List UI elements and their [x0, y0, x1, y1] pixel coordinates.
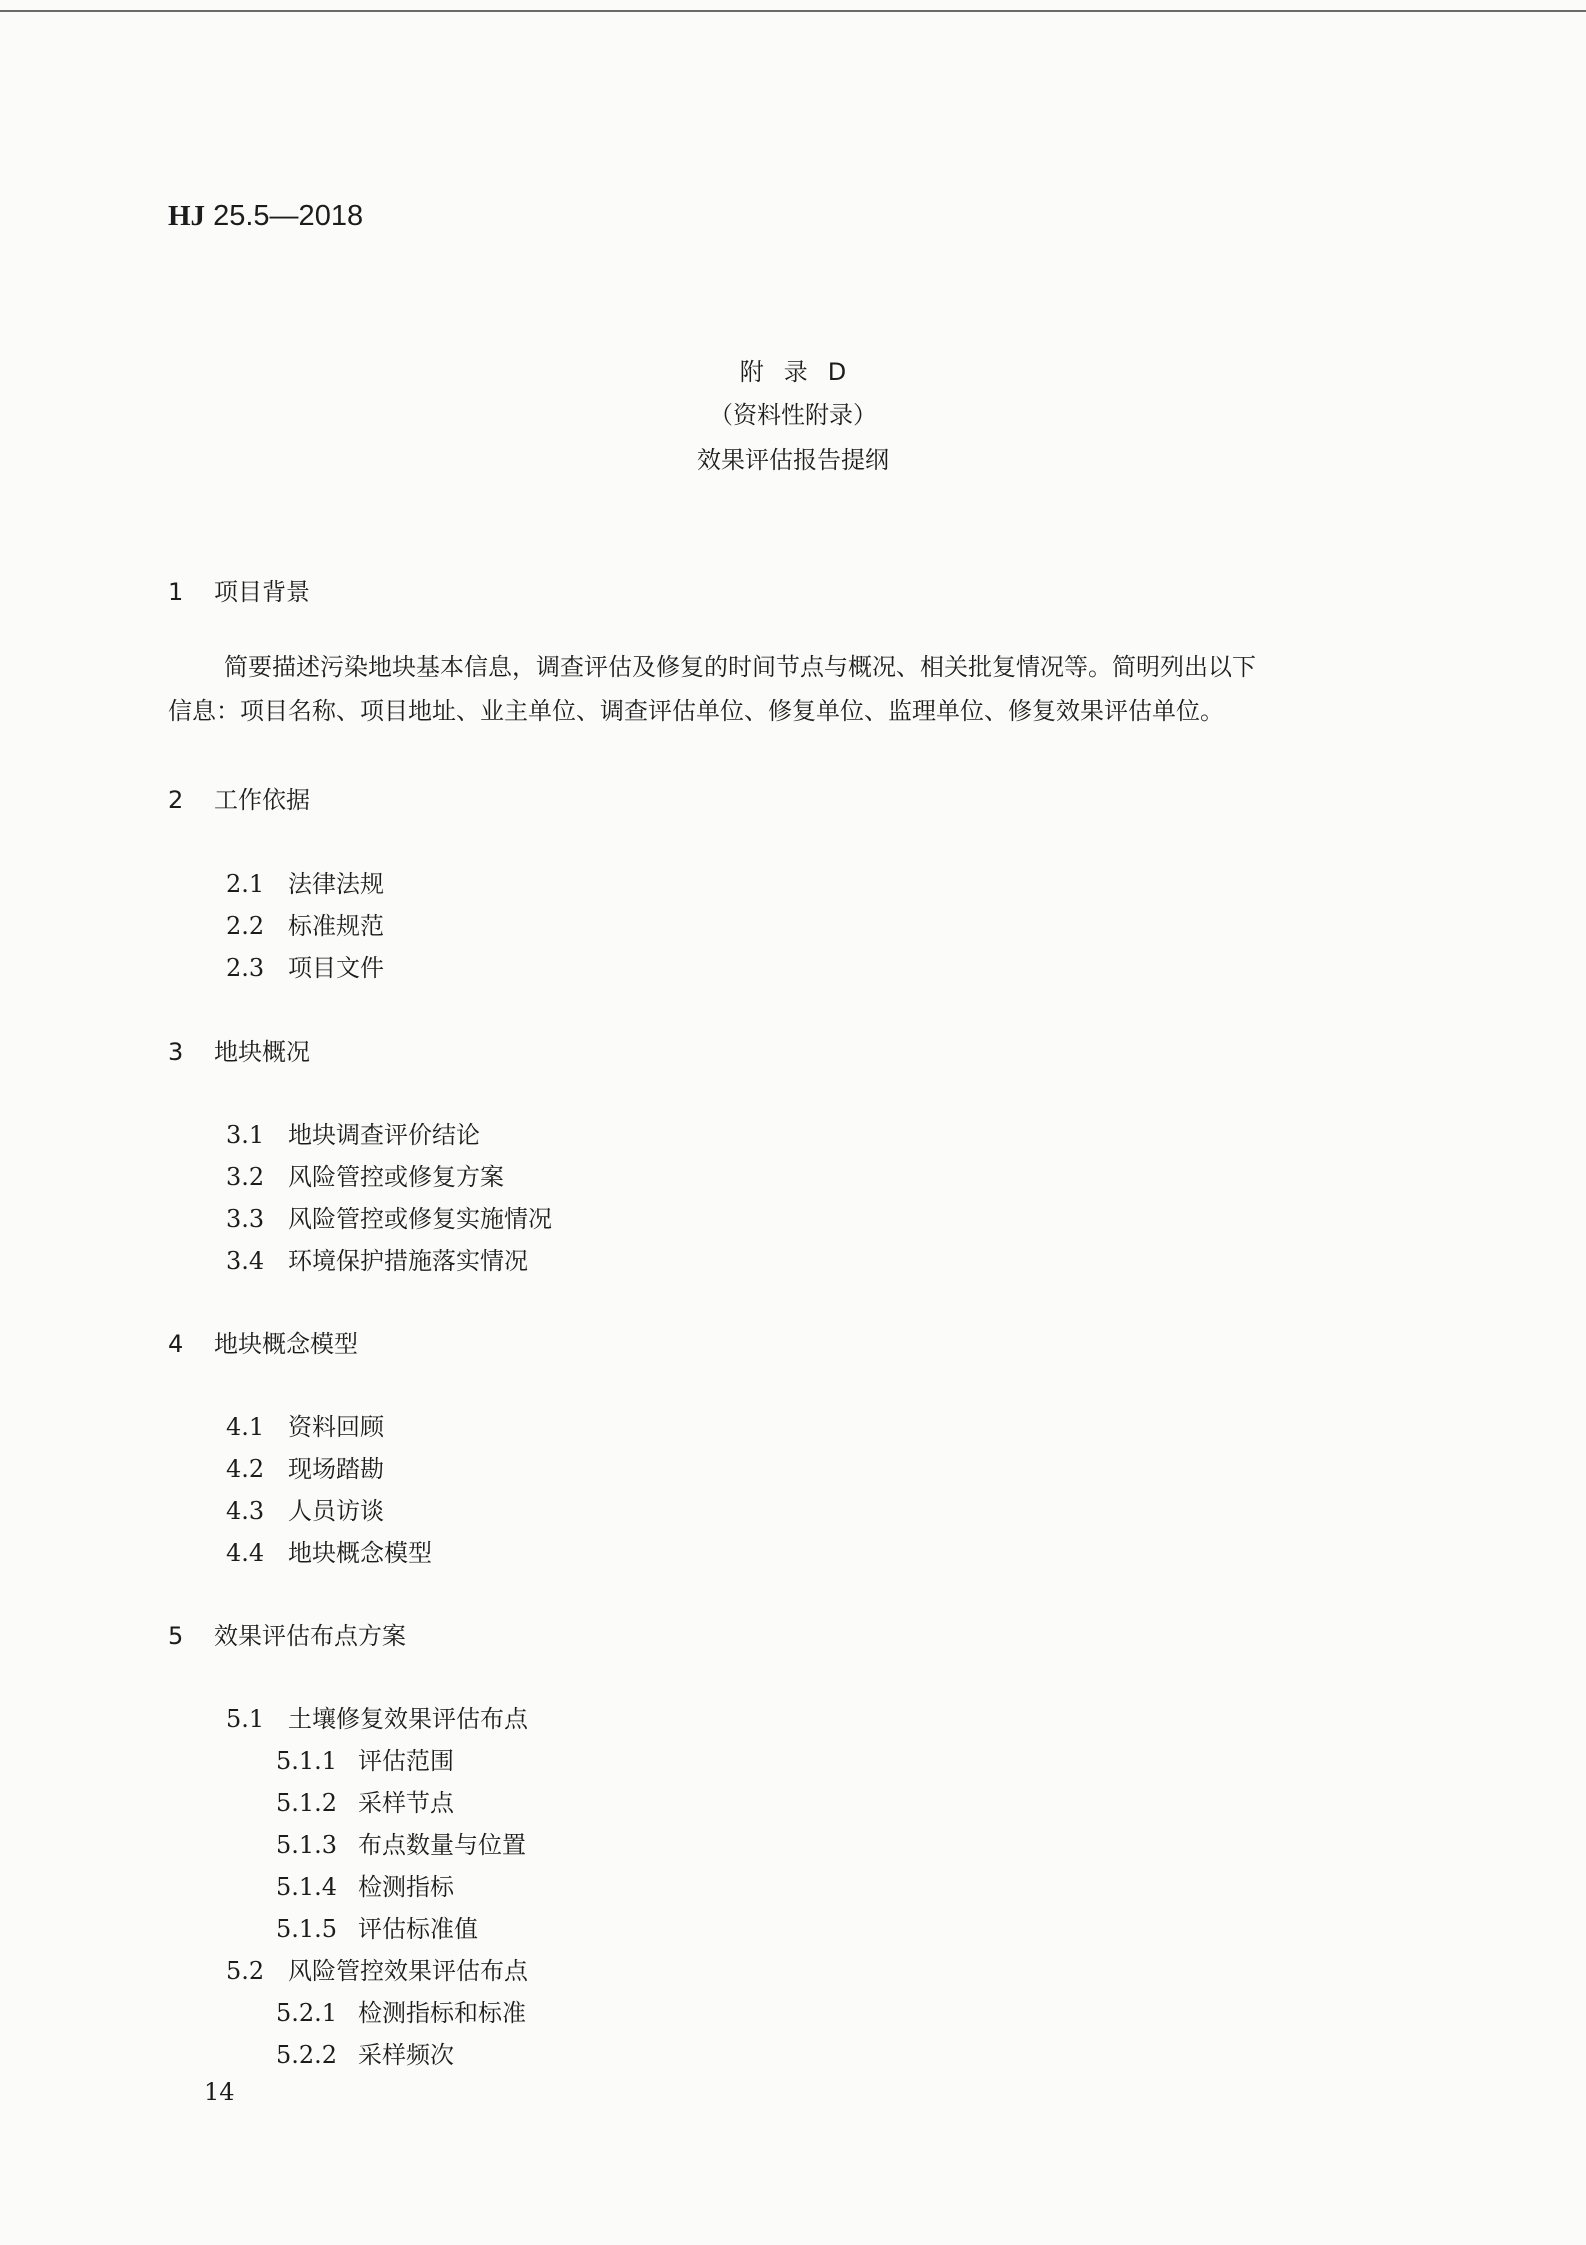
- list-item: 3.1 地块调查评价结论: [226, 1121, 480, 1149]
- section-heading: [168, 1616, 406, 1651]
- list-item: 5.1.3 布点数量与位置: [276, 1831, 526, 1859]
- list-item: 5.2.1 检测指标和标准: [276, 1999, 526, 2027]
- list-item: 3.4 环境保护措施落实情况: [226, 1247, 528, 1275]
- section-title: 项目背景: [214, 578, 310, 606]
- section-number: 1: [168, 578, 184, 606]
- section-title: 地块概况: [214, 1038, 310, 1066]
- code-number: 25.5—2018: [205, 200, 364, 232]
- list-item: 2.1 法律法规: [226, 870, 384, 898]
- top-rule: [0, 10, 1586, 12]
- list-item: 4.2 现场踏勘: [226, 1455, 384, 1483]
- section-heading: [168, 1032, 310, 1067]
- page-number: 14: [204, 2078, 235, 2106]
- list-item: 4.1 资料回顾: [226, 1413, 384, 1441]
- paragraph-line: 信息：项目名称、项目地址、业主单位、调查评估单位、修复单位、监理单位、修复效果评估单位。: [168, 697, 1224, 725]
- code-prefix: HJ: [168, 200, 206, 232]
- list-item: 5.1.2 采样节点: [276, 1789, 454, 1817]
- section-heading: [168, 780, 310, 815]
- section-title: 效果评估布点方案: [214, 1622, 406, 1650]
- list-item: 4.4 地块概念模型: [226, 1539, 432, 1567]
- section-title: 工作依据: [214, 786, 310, 814]
- list-item: 5.1.5 评估标准值: [276, 1915, 478, 1943]
- list-item: 5.2 风险管控效果评估布点: [226, 1957, 528, 1985]
- list-item: 5.1.4 检测指标: [276, 1873, 454, 1901]
- section-number: 5: [168, 1622, 184, 1650]
- paragraph-line: 简要描述污染地块基本信息，调查评估及修复的时间节点与概况、相关批复情况等。简明列出以下: [224, 653, 1256, 681]
- section-number: 3: [168, 1038, 184, 1066]
- appendix-label: 附录D: [739, 358, 867, 386]
- list-item: 4.3 人员访谈: [226, 1497, 384, 1525]
- appendix-title: 效果评估报告提纲: [697, 446, 889, 474]
- section-paragraph: [168, 645, 1418, 733]
- list-item: 2.3 项目文件: [226, 954, 384, 982]
- appendix-type: （资料性附录）: [709, 401, 877, 429]
- section-number: 4: [168, 1330, 184, 1358]
- list-item: 2.2 标准规范: [226, 912, 384, 940]
- section-heading: [168, 1324, 358, 1359]
- list-item: 5.1.1 评估范围: [276, 1747, 454, 1775]
- section-heading: [168, 572, 310, 607]
- list-item: 3.3 风险管控或修复实施情况: [226, 1205, 552, 1233]
- section-number: 2: [168, 786, 184, 814]
- list-item: 5.1 土壤修复效果评估布点: [226, 1705, 528, 1733]
- list-item: 3.2 风险管控或修复方案: [226, 1163, 504, 1191]
- section-title: 地块概念模型: [214, 1330, 358, 1358]
- standard-code: [168, 200, 363, 233]
- list-item: 5.2.2 采样频次: [276, 2041, 454, 2069]
